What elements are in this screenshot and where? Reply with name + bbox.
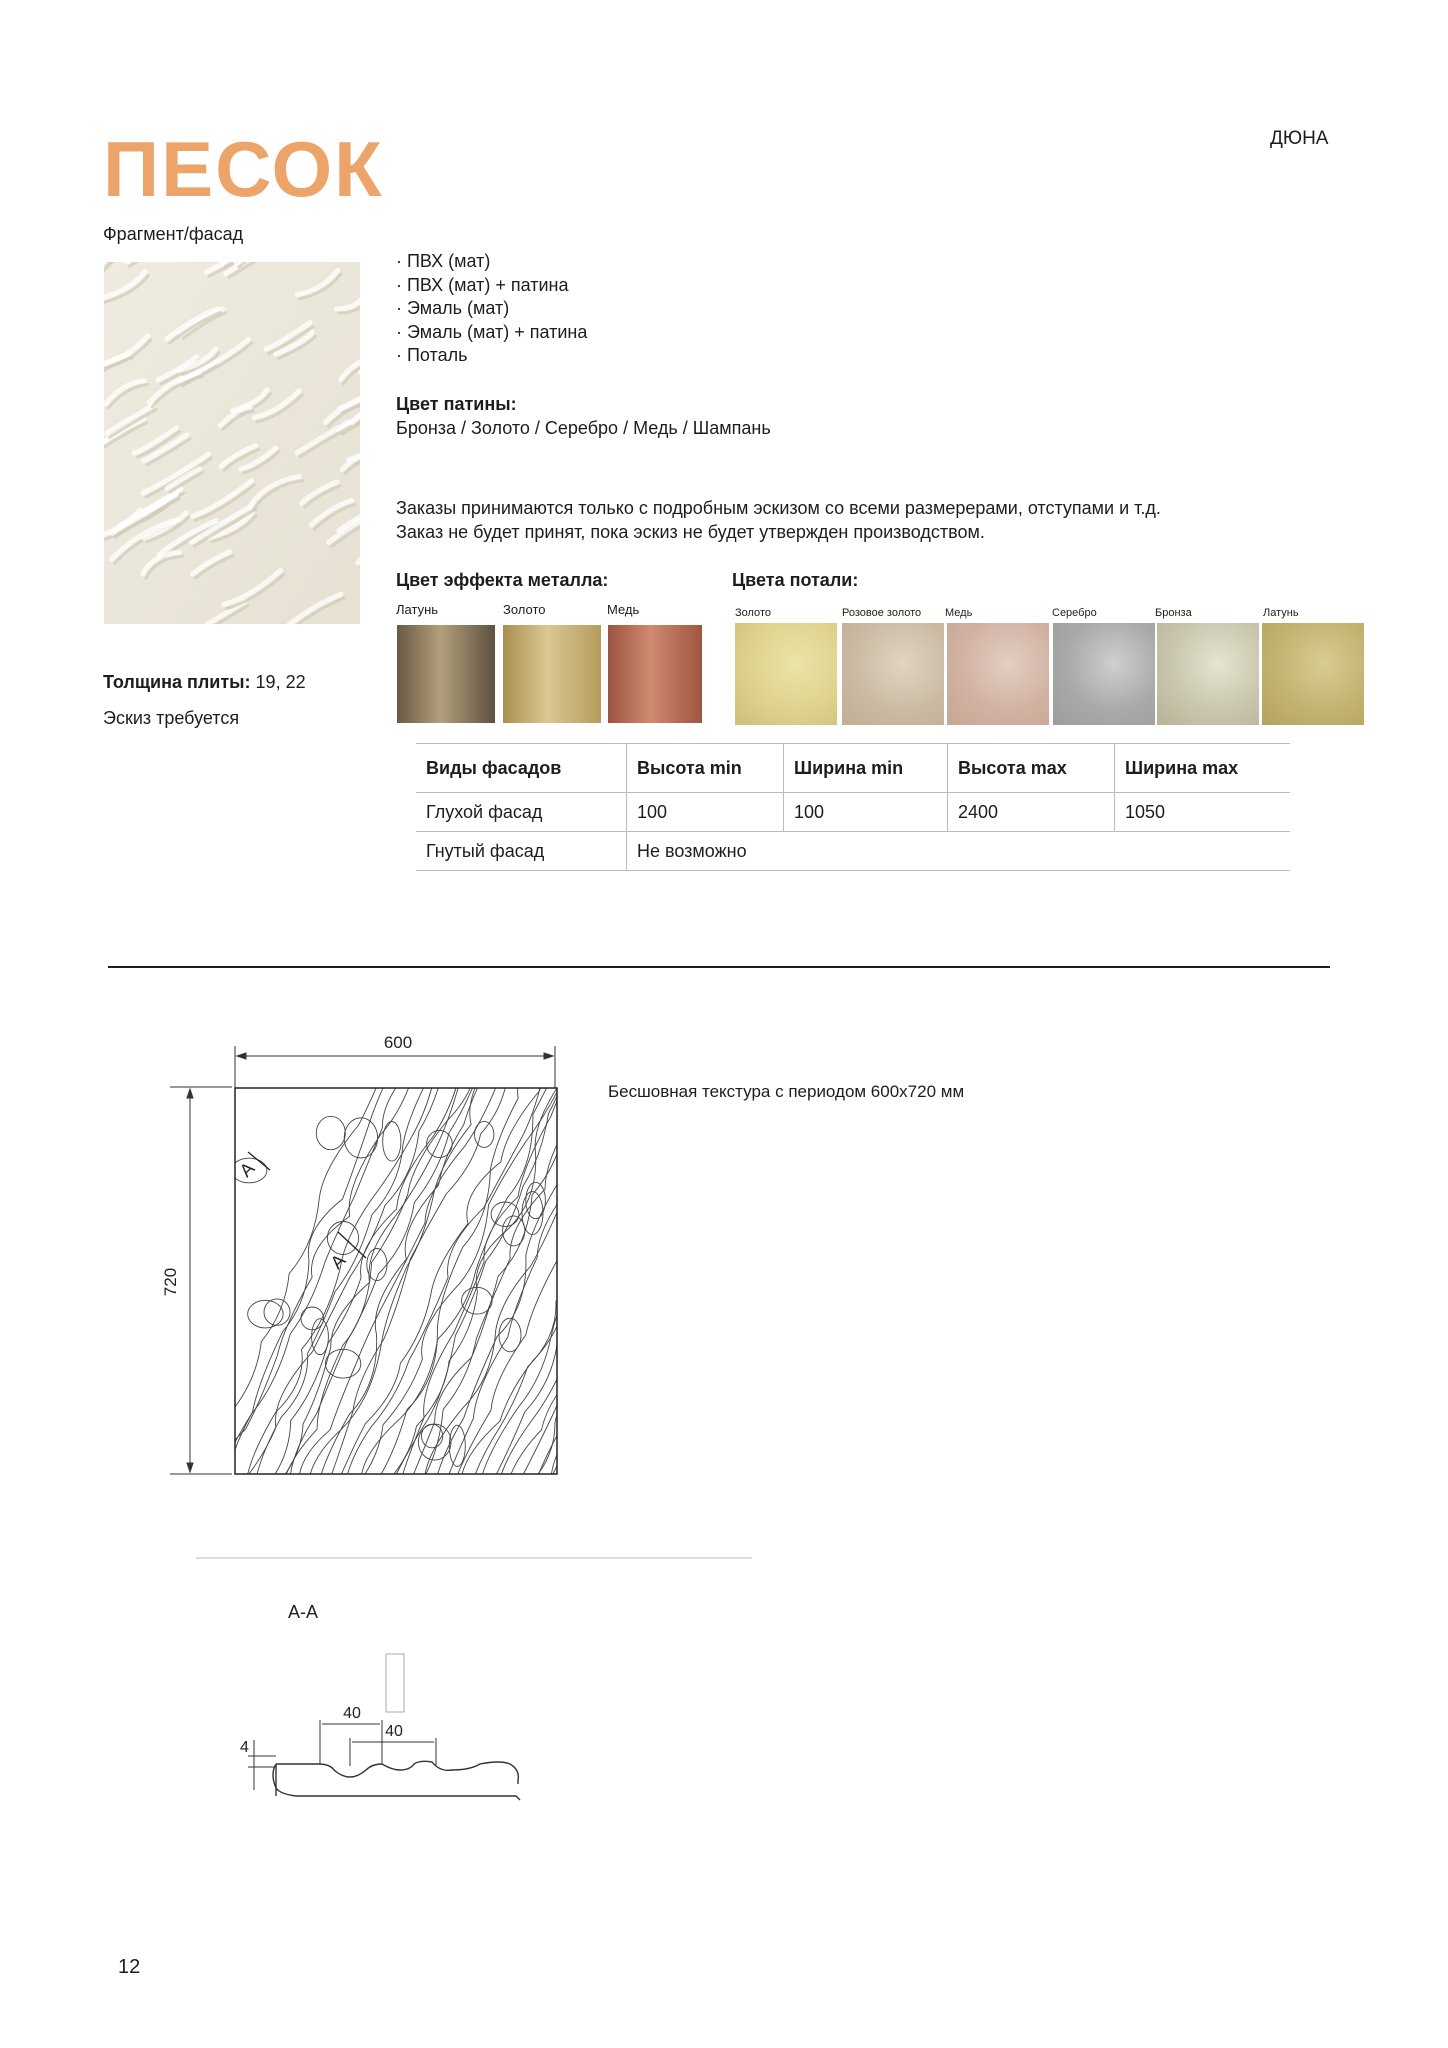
table-header-cell: Высота max <box>948 744 1115 793</box>
tile-pattern-line <box>452 952 686 1490</box>
tile-pattern-line <box>506 1009 742 1490</box>
table-header-cell: Ширина max <box>1115 744 1291 793</box>
leaf-swatch-label: Розовое золото <box>842 607 922 619</box>
tile-pattern-line <box>533 1008 763 1490</box>
tile-pattern-line <box>281 990 505 1490</box>
table-cell: 100 <box>627 793 784 832</box>
tile-pattern-blob <box>475 1121 494 1147</box>
tile-pattern-blob <box>325 1349 360 1378</box>
leaf-swatch-label: Бронза <box>1155 607 1192 619</box>
tile-pattern-line <box>245 990 475 1490</box>
tile-pattern-line <box>497 971 733 1490</box>
material-item: · Эмаль (мат) + патина <box>396 321 588 342</box>
leaf-swatch-label: Медь <box>945 607 973 619</box>
tile-pattern-line <box>578 977 800 1491</box>
tile-pattern-line <box>335 1007 568 1490</box>
metal-swatch-label: Золото <box>503 602 546 617</box>
material-item: · Эмаль (мат) <box>396 298 510 318</box>
depth-dimension: 4 <box>240 1739 249 1756</box>
tile-pattern-line <box>479 963 707 1490</box>
leaf-swatch-label: Золото <box>735 607 771 619</box>
tile-pattern-line <box>596 941 836 1490</box>
tile-pattern-line <box>407 980 640 1490</box>
tile-pattern-blob <box>499 1318 521 1352</box>
leaf-swatch-label: Серебро <box>1052 607 1097 619</box>
tile-pattern-blob <box>462 1287 493 1314</box>
tile-pattern-line <box>389 964 607 1490</box>
tile-pattern-line <box>380 1004 592 1490</box>
tile-pattern-line <box>605 986 825 1490</box>
table-header-cell: Высота min <box>627 744 784 793</box>
metal-swatch-label: Медь <box>607 602 640 617</box>
tile-pattern-line <box>551 971 776 1490</box>
thickness-label: Толщина плиты: <box>103 672 251 692</box>
tile-pattern-blob <box>383 1122 401 1162</box>
tile-pattern-line <box>470 1039 677 1491</box>
tile-pattern-blob <box>344 1118 377 1158</box>
leaf-colors-heading: Цвета потали: <box>732 570 859 590</box>
table-cell: Не возможно <box>627 832 1291 871</box>
patina-heading: Цвет патины: <box>396 394 517 414</box>
material-item: · ПВХ (мат) <box>396 251 491 271</box>
page-number: 12 <box>118 1956 141 1978</box>
tile-pattern-blob <box>427 1130 453 1157</box>
tile-pattern-blob <box>248 1300 283 1328</box>
section-mark-bottom: A <box>326 1250 350 1273</box>
table-cell: 1050 <box>1115 793 1291 832</box>
collection-name: ДЮНА <box>1270 128 1329 149</box>
leaf-swatch-label: Латунь <box>1263 607 1299 619</box>
tile-pattern-line <box>424 957 658 1490</box>
tile-pattern-line <box>515 997 755 1490</box>
fragment-label: Фрагмент/фасад <box>103 224 244 244</box>
tile-pattern-blob <box>316 1116 345 1149</box>
pitch-dimension-2: 40 <box>385 1723 403 1740</box>
drawing-caption: Бесшовная текстура с периодом 600х720 мм <box>608 1082 965 1101</box>
tile-pattern-line <box>371 941 585 1490</box>
table-header-cell: Виды фасадов <box>416 744 627 793</box>
tile-pattern-blob <box>526 1182 546 1218</box>
tile-pattern-line <box>488 969 709 1490</box>
section-title: A-A <box>288 1602 319 1622</box>
order-note-line: Заказы принимаются только с подробным эскизом со всеми размерерами, отступами и т.д. <box>396 498 1161 518</box>
page-title: ПЕСОК <box>103 125 384 213</box>
tile-pattern-line <box>236 995 478 1490</box>
metal-swatch-label: Латунь <box>396 602 439 617</box>
thickness-value: 19, 22 <box>250 672 306 692</box>
table-header-cell: Ширина min <box>784 744 948 793</box>
order-note-line: Заказ не будет принят, пока эскиз не будет утвержден производством. <box>396 522 985 542</box>
tile-pattern-line <box>560 1005 774 1490</box>
table-cell: 100 <box>784 793 948 832</box>
width-dimension: 600 <box>383 1033 413 1052</box>
table-cell: Глухой фасад <box>416 793 627 832</box>
tile-pattern-line <box>587 968 795 1490</box>
sketch-required: Эскиз требуется <box>103 708 240 728</box>
tile-pattern-line <box>353 1019 599 1490</box>
section-mark-top: A <box>235 1158 259 1181</box>
tile-pattern-line <box>542 985 754 1490</box>
table-cell: Гнутый фасад <box>416 832 627 871</box>
tile-pattern-blob <box>491 1202 519 1226</box>
tile-pattern-line <box>524 975 765 1490</box>
tile-pattern-line <box>568 1002 800 1490</box>
patina-values: Бронза / Золото / Серебро / Медь / Шампань <box>396 418 771 438</box>
tile-pattern-blob <box>264 1299 290 1325</box>
tile-pattern-line <box>308 966 525 1490</box>
material-item: · ПВХ (мат) + патина <box>396 274 569 295</box>
material-item: · Поталь <box>396 345 468 365</box>
pitch-dimension-1: 40 <box>343 1705 361 1722</box>
tile-pattern-line <box>416 966 640 1490</box>
tile-pattern-blob <box>327 1222 358 1255</box>
table-cell: 2400 <box>948 793 1115 832</box>
height-dimension: 720 <box>161 1267 180 1297</box>
tile-pattern-blob <box>449 1425 465 1466</box>
metal-effect-heading: Цвет эффекта металла: <box>396 570 609 590</box>
